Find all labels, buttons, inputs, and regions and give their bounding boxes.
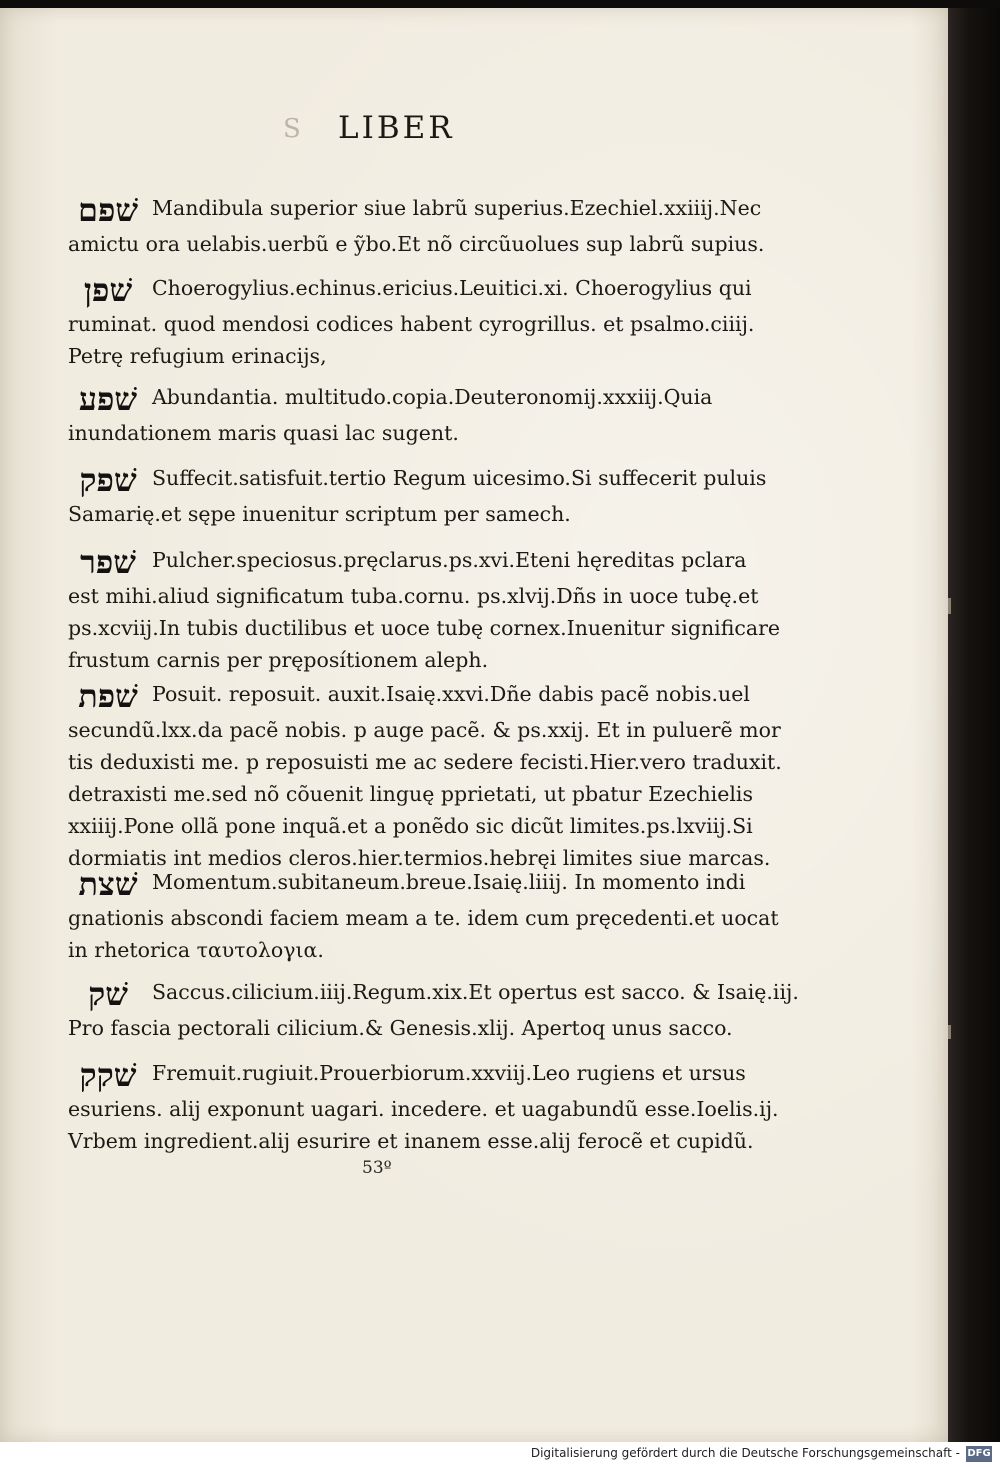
entry-text: ruminat. quod mendosi codices habent cyrogrillus. et psalmo.ciiij. [68, 312, 755, 336]
header-offset-text: S [283, 114, 303, 144]
header-title: LIBER [338, 110, 455, 146]
entry-text: Petrę refugium erinacijs, [68, 344, 327, 368]
entry-text: Fremuit.rugiuit.Prouerbiorum.xxviij.Leo rugiens et ursus [152, 1061, 746, 1085]
entry-first-line [68, 540, 747, 581]
margin-mark [948, 598, 951, 614]
lexicon-entry [68, 972, 799, 1044]
entry-first-line [68, 377, 713, 418]
hebrew-headword: שׁפת [78, 676, 138, 715]
entry-first-line [68, 268, 752, 309]
hebrew-headword: שׁצת [78, 864, 138, 903]
hebrew-headword: שׁפן [83, 270, 133, 309]
lexicon-entry [68, 188, 765, 260]
entry-text: detraxisti me.sed nõ cõuenit linguę pprietati, ut pbatur Ezechielis [68, 782, 753, 806]
entry-first-line [68, 674, 750, 715]
entry-text: dormiatis int medios cleros.hier.termios.hebręi limites siue marcas. [68, 846, 771, 870]
entry-text: esuriens. alij exponunt uagari. incedere. et uagabundũ esse.Ioelis.ij. [68, 1097, 779, 1121]
lexicon-entry [68, 862, 779, 966]
entry-text: Samarię.et sępe inuenitur scriptum per samech. [68, 502, 571, 526]
entry-text: Momentum.subitaneum.breue.Isaię.liiij. In momento indi [152, 870, 746, 894]
entry-text: Choerogylius.echinus.ericius.Leuitici.xi. Choerogylius qui [152, 276, 752, 300]
hebrew-headword: שׁקק [79, 1055, 137, 1094]
footer-bar [0, 1442, 1000, 1467]
hebrew-headword: שׁפם [77, 190, 139, 229]
entry-text: frustum carnis per pręposítionem aleph. [68, 648, 489, 672]
hebrew-headword: שׁפק [79, 460, 137, 499]
entry-text: ps.xcviij.In tubis ductilibus et uoce tubę cornex.Inuenitur significare [68, 616, 781, 640]
hebrew-headword: שׁק [88, 974, 128, 1013]
entry-text: Abundantia. multitudo.copia.Deuteronomij.xxxiij.Quia [152, 385, 713, 409]
footer-credit-text: Digitalisierung gefördert durch die Deutsche Forschungsgemeinschaft - [530, 1446, 960, 1460]
entry-first-line [68, 458, 767, 499]
hebrew-headword: שׁפע [78, 379, 138, 418]
entry-text: Suffecit.satisfuit.tertio Regum uicesimo.Si suffecerit puluis [152, 466, 767, 490]
entry-first-line [68, 188, 762, 229]
page-edge-shadow [948, 8, 1000, 1442]
lexicon-entry [68, 377, 713, 449]
margin-mark [948, 1025, 951, 1039]
entry-text: tis deduxisti me. p reposuisti me ac sedere fecisti.Hier.vero traduxit. [68, 750, 782, 774]
entry-text: in rhetorica ταυτολογια. [68, 938, 324, 962]
lexicon-entry [68, 674, 782, 874]
entry-text: Saccus.cilicium.iiij.Regum.xix.Et opertus est sacco. & Isaię.iij. [152, 980, 799, 1004]
hebrew-headword: שׁפר [80, 542, 136, 581]
entry-first-line [68, 1053, 746, 1094]
entry-text: Mandibula superior siue labrũ superius.Ezechiel.xxiiij.Nec [152, 196, 762, 220]
lexicon-entry [68, 1053, 779, 1157]
running-header [0, 110, 948, 150]
entry-text: Pulcher.speciosus.pręclarus.ps.xvi.Eteni hęreditas pclara [152, 548, 747, 572]
entry-text: est mihi.aliud significatum tuba.cornu. ps.xlvij.Dñs in uoce tubę.et [68, 584, 759, 608]
lexicon-entry [68, 458, 767, 530]
entry-text: Pro fascia pectorali cilicium.& Genesis.xlij. Apertoq unus sacco. [68, 1016, 733, 1040]
folio-number: 53º [362, 1158, 392, 1178]
entry-text: xxiiij.Pone ollã pone inquã.et a ponẽdo sic dicũt limites.ps.lxviij.Si [68, 814, 753, 838]
entry-first-line [68, 972, 799, 1013]
entry-first-line [68, 862, 746, 903]
entry-text: Posuit. reposuit. auxit.Isaię.xxvi.Dñe dabis pacẽ nobis.uel [152, 682, 750, 706]
dfg-logo: DFG [966, 1446, 992, 1462]
entry-text: secundũ.lxx.da pacẽ nobis. p auge pacẽ. & ps.xxij. Et in puluerẽ mor [68, 718, 781, 742]
entry-text: amictu ora uelabis.uerbũ e ỹbo.Et nõ circũuolues sup labrũ supius. [68, 232, 765, 256]
entry-text: Vrbem ingredient.alij esurire et inanem esse.alij ferocẽ et cupidũ. [68, 1129, 754, 1153]
lexicon-entry [68, 540, 781, 676]
entry-text: inundationem maris quasi lac sugent. [68, 421, 459, 445]
lexicon-entry [68, 268, 755, 372]
entry-text: gnationis abscondi faciem meam a te. idem cum pręcedenti.et uocat [68, 906, 779, 930]
